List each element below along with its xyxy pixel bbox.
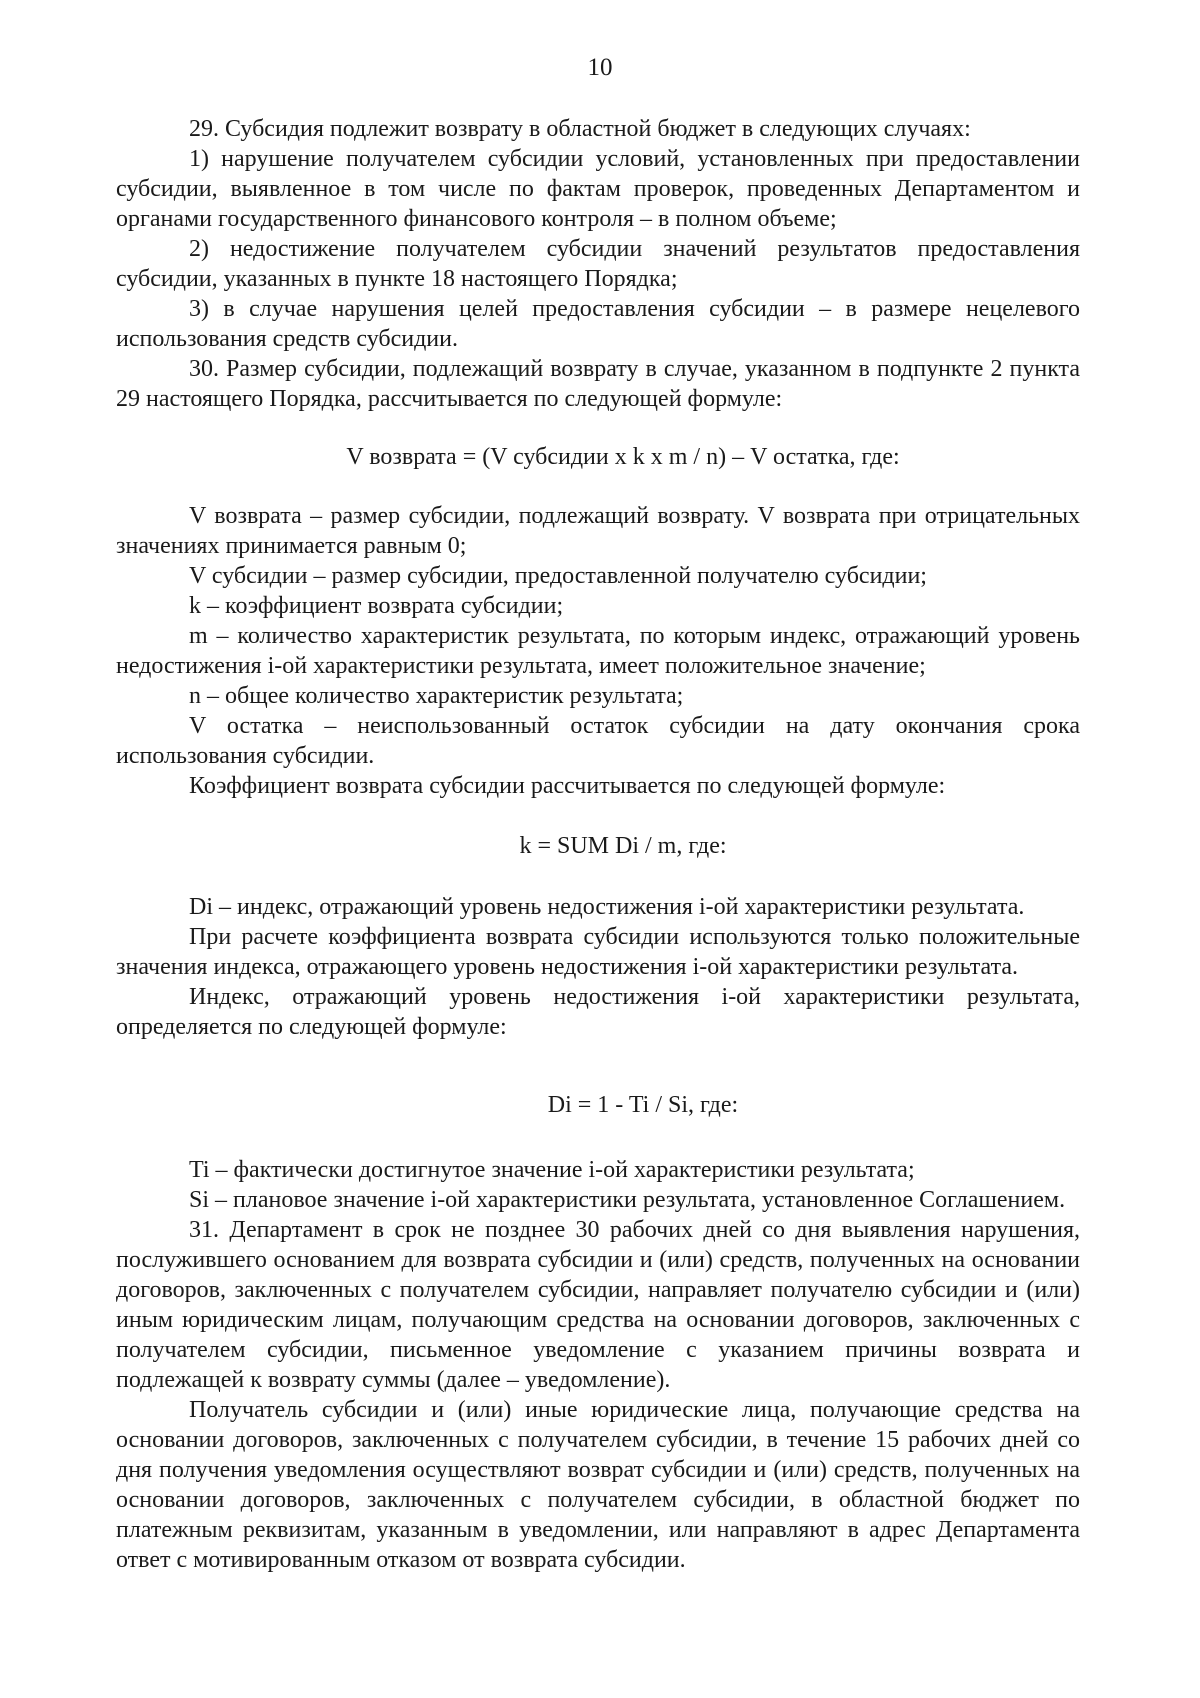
definition-si: Si – плановое значение i-ой характеристики результата, установленное Соглашением. [189,1187,1066,1213]
clause-31-recipient-obligation: Получатель субсидии и (или) иные юридические лица, получающие средства на основании договоров, заключенных с получателем субсидии, в течение 15 рабочих дней со дня получения уведомления осуществляют возврат субсидии и (или) средств, полученных на основании договоров, заключенных с получателем субсидии, в областной бюджет по платежным реквизитам, указанным в уведомлении, или направляют в адрес Департамента ответ с мотивированным отказом от возврата субсидии. [116,1397,1080,1573]
page-number: 10 [587,54,613,81]
definition-m: m – количество характеристик результата, по которым индекс, отражающий уровень недостижения i-ой характеристики результата, имеет положительное значение; [116,623,1080,679]
clause-31: 31. Департамент в срок не позднее 30 рабочих дней со дня выявления нарушения, послужившего основанием для возврата субсидии и (или) средств, полученных на основании договоров, заключенных с получателем субсидии, направляет получателю субсидии и (или) иным юридическим лицам, получающим средства на основании договоров, заключенных с получателем субсидии, письменное уведомление с указанием причины возврата и подлежащей к возврату суммы (далее – уведомление). [116,1217,1080,1393]
formula-refund-amount: V возврата = (V субсидии x k x m / n) – V остатка, где: [346,444,900,470]
clause-29-item-2: 2) недостижение получателем субсидии значений результатов предоставления субсидии, указанных в пункте 18 настоящего Порядка; [116,236,1080,292]
definition-ti: Ti – фактически достигнутое значение i-ой характеристики результата; [189,1157,915,1183]
document-body [116,114,1080,1575]
definition-k: k – коэффициент возврата субсидии; [189,593,564,619]
definition-di: Di – индекс, отражающий уровень недостижения i-ой характеристики результата. [189,894,1025,920]
definition-v-remainder: V остатка – неиспользованный остаток субсидии на дату окончания срока использования субсидии. [116,713,1080,769]
clause-29-item-3: 3) в случае нарушения целей предоставления субсидии – в размере нецелевого использования средств субсидии. [116,296,1080,352]
definition-v-refund: V возврата – размер субсидии, подлежащий возврату. V возврата при отрицательных значениях принимается равным 0; [116,503,1080,559]
definition-n: n – общее количество характеристик результата; [189,683,684,709]
clause-30-heading: 30. Размер субсидии, подлежащий возврату в случае, указанном в подпункте 2 пункта 29 настоящего Порядка, рассчитывается по следующей формуле: [116,356,1080,412]
clause-29-heading: 29. Субсидия подлежит возврату в областной бюджет в следующих случаях: [189,116,971,142]
formula-coefficient: k = SUM Di / m, где: [519,833,727,859]
clause-29-item-1: 1) нарушение получателем субсидии условий, установленных при предоставлении субсидии, выявленное в том числе по фактам проверок, проведенных Департаментом и органами государственного финансового контроля – в полном объеме; [116,146,1080,232]
definition-v-subsidy: V субсидии – размер субсидии, предоставленной получателю субсидии; [189,563,927,589]
formula-index: Di = 1 - Ti / Si, где: [547,1092,739,1118]
coefficient-intro: Коэффициент возврата субсидии рассчитывается по следующей формуле: [189,773,946,799]
index-intro: Индекс, отражающий уровень недостижения i-ой характеристики результата, определяется по следующей формуле: [116,984,1080,1040]
positive-values-note: При расчете коэффициента возврата субсидии используются только положительные значения индекса, отражающего уровень недостижения i-ой характеристики результата. [116,924,1080,980]
